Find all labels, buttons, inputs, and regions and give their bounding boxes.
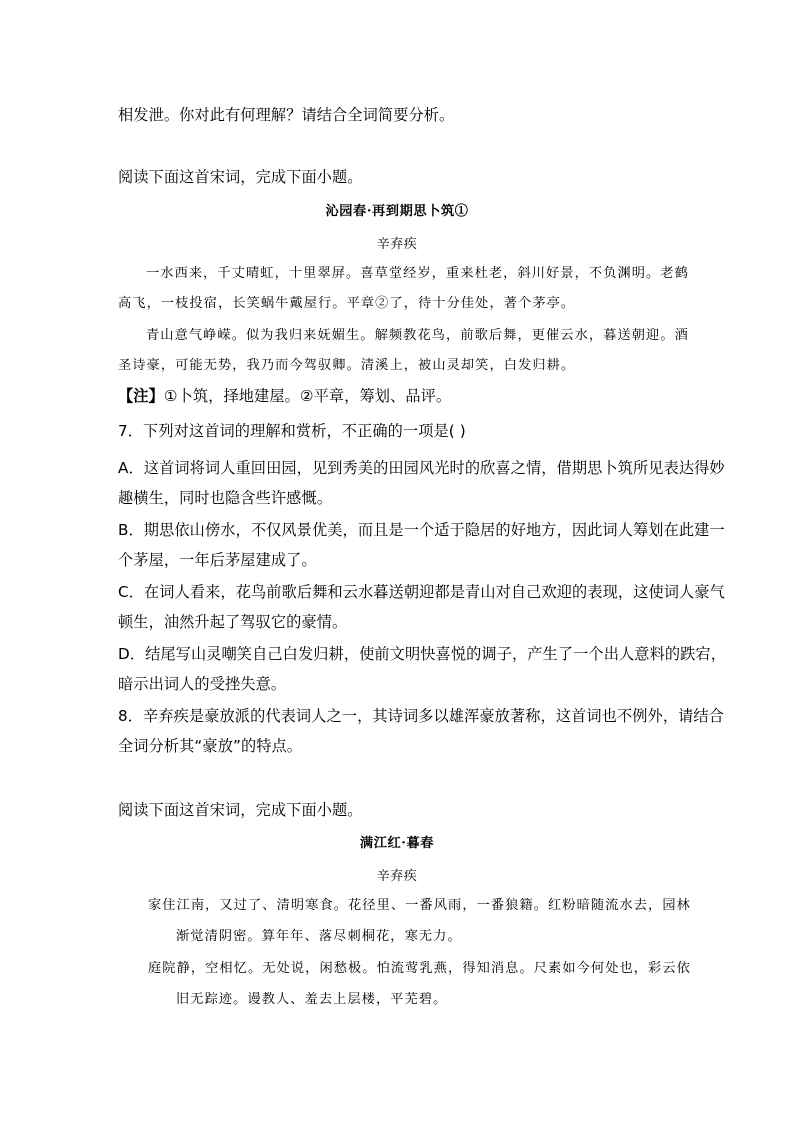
question8-line: 8．辛弃疾是豪放派的代表词人之一，其诗词多以雄浑豪放著称，这首词也不例外，请结合	[118, 707, 724, 725]
poem1-line: 青山意气峥嵘。似为我归来妩媚生。解频教花鸟，前歌后舞，更催云水，暮送朝迎。酒	[146, 328, 689, 343]
poem1-line: 圣诗豪，可能无势，我乃而今驾驭卿。清溪上，被山灵却笑，白发归耕。	[118, 358, 576, 373]
question7-stem: 7．下列对这首词的理解和赏析，不正确的一项是( )	[118, 422, 466, 440]
question7-option-c-cont: 顿生，油然升起了驾驭它的豪情。	[118, 613, 348, 631]
question7-option-d: D．结尾写山灵嘲笑自己白发归耕，使前文明快喜悦的调子，产生了一个出人意料的跌宕，	[118, 645, 727, 663]
poem1-line: 一水西来，千丈晴虹，十里翠屏。喜草堂经岁，重来杜老，斜川好景，不负渊明。老鹤	[146, 266, 689, 281]
poem2-title: 满江红·暮春	[359, 836, 435, 851]
poem1-title: 沁园春·再到期思卜筑①	[325, 204, 469, 219]
section2-instruction: 阅读下面这首宋词，完成下面小题。	[118, 801, 363, 819]
poem2-line: 旧无踪迹。谩教人、羞去上层楼，平芜碧。	[176, 992, 448, 1007]
poem2-author: 辛弃疾	[376, 869, 418, 884]
question7-option-a: A．这首词将词人重回田园，见到秀美的田园风光时的欣喜之情，借期思卜筑所见表达得妙	[118, 459, 725, 477]
poem2-line: 庭院静，空相忆。无处说，闲愁极。怕流莺乳燕，得知消息。尺素如今何处也，彩云依	[148, 961, 691, 976]
note-bracket: 【注】	[118, 387, 164, 405]
question7-option-d-cont: 暗示出词人的受挫失意。	[118, 675, 287, 693]
poem1-line: 高飞，一枝投宿，长笑蜗牛戴屋行。平章②了，待十分佳处，著个茅亭。	[118, 296, 576, 311]
poem2-line: 渐觉清阴密。算年年、落尽刺桐花，寒无力。	[176, 929, 462, 944]
question7-option-a-cont: 趣横生，同时也隐含些许感慨。	[118, 489, 333, 507]
poem1-note	[118, 385, 451, 406]
question7-option-c: C．在词人看来，花鸟前歌后舞和云水暮送朝迎都是青山对自己欢迎的表现，这使词人豪气	[118, 583, 725, 601]
poem1-author: 辛弃疾	[376, 237, 418, 252]
question7-option-b: B．期思依山傍水，不仅风景优美，而且是一个适于隐居的好地方，因此词人筹划在此建一	[118, 521, 725, 539]
question7-option-b-cont: 个茅屋，一年后茅屋建成了。	[118, 551, 317, 569]
note-text: ①卜筑，择地建屋。②平章，筹划、品评。	[163, 387, 452, 405]
question8-line: 全词分析其“豪放”的特点。	[118, 737, 303, 755]
intro-line: 相发泄。你对此有何理解？请结合全词简要分析。	[118, 106, 455, 124]
poem2-line: 家住江南，又过了、清明寒食。花径里、一番风雨，一番狼籍。红粉暗随流水去，园林	[148, 898, 691, 913]
section1-instruction: 阅读下面这首宋词，完成下面小题。	[118, 168, 363, 186]
